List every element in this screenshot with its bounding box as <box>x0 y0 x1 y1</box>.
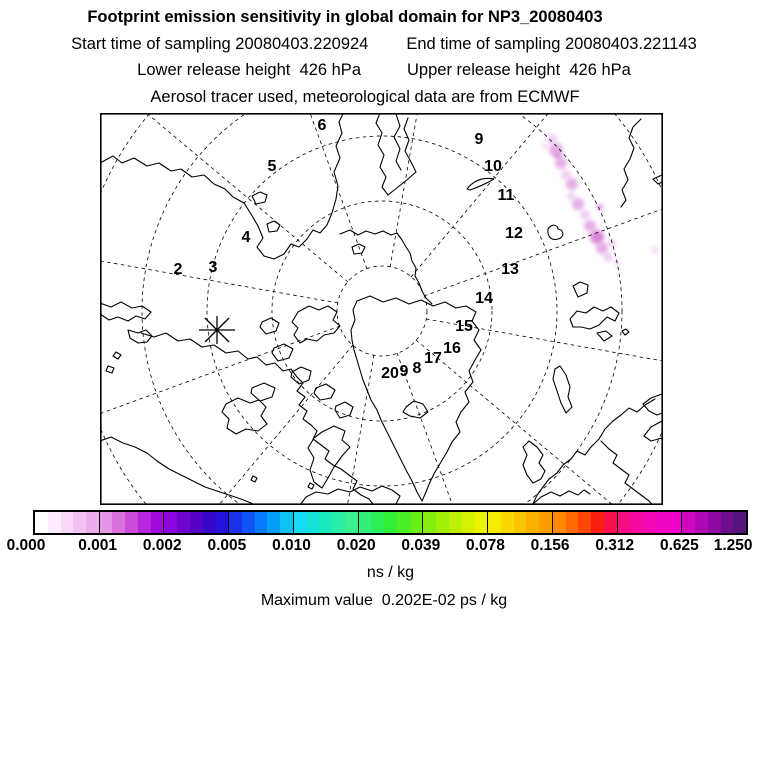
colorbar-cell <box>332 512 345 533</box>
colorbar-cell <box>255 512 268 533</box>
colorbar-cell <box>488 512 501 533</box>
colorbar-cell <box>73 512 86 533</box>
colorbar-cell <box>721 512 734 533</box>
trajectory-label: 11 <box>497 187 515 204</box>
colorbar-cell <box>566 512 579 533</box>
trajectory-label: 2 <box>173 261 183 278</box>
colorbar-cell <box>203 512 216 533</box>
arctic-map <box>100 113 663 505</box>
colorbar-tick-label: 0.156 <box>530 537 570 554</box>
arctic-map-svg <box>100 113 663 505</box>
sampling-time-line <box>0 34 768 54</box>
colorbar-cell <box>618 512 631 533</box>
colorbar-segment <box>553 512 618 533</box>
colorbar-segment <box>682 512 746 533</box>
colorbar-segment <box>359 512 424 533</box>
colorbar-cell <box>462 512 475 533</box>
colorbar-cell <box>604 512 617 533</box>
colorbar-cell <box>423 512 436 533</box>
colorbar-cell <box>578 512 591 533</box>
colorbar-segment <box>488 512 553 533</box>
colorbar-cell <box>682 512 695 533</box>
colorbar-segment <box>35 512 100 533</box>
colorbar-cell <box>307 512 320 533</box>
colorbar-cell <box>112 512 125 533</box>
colorbar-tick-label: 0.625 <box>659 537 699 554</box>
colorbar-cell <box>242 512 255 533</box>
colorbar-cell <box>630 512 643 533</box>
colorbar-cell <box>125 512 138 533</box>
colorbar-tick-label: 0.000 <box>6 537 46 554</box>
colorbar-cell <box>733 512 746 533</box>
trajectory-label: 9 <box>474 131 484 148</box>
trajectory-label: 16 <box>443 340 461 357</box>
colorbar-cell <box>669 512 682 533</box>
colorbar-cell <box>229 512 242 533</box>
colorbar-tick-label: 0.010 <box>272 537 311 554</box>
colorbar-cell <box>436 512 449 533</box>
colorbar-cell <box>48 512 61 533</box>
trajectory-label: 10 <box>484 158 502 175</box>
colorbar-cell <box>474 512 487 533</box>
colorbar-cell <box>539 512 552 533</box>
colorbar-cell <box>708 512 721 533</box>
colorbar-cell <box>345 512 358 533</box>
colorbar-segment <box>100 512 165 533</box>
colorbar-tick-label: 1.250 <box>713 537 753 554</box>
colorbar-cell <box>656 512 669 533</box>
colorbar-cell <box>397 512 410 533</box>
colorbar-segment <box>423 512 488 533</box>
trajectory-label: 13 <box>501 261 519 278</box>
colorbar-cell <box>526 512 539 533</box>
trajectory-label: 4 <box>241 229 251 246</box>
colorbar-cell <box>384 512 397 533</box>
trajectory-label: 3 <box>208 259 218 276</box>
colorbar-cell <box>177 512 190 533</box>
colorbar-segment <box>618 512 683 533</box>
start-time-text: Start time of sampling 20080403.220924 <box>71 35 369 53</box>
trajectory-label: 6 <box>317 117 327 134</box>
lower-release-text: Lower release height 426 hPa <box>137 61 361 79</box>
colorbar-segment <box>229 512 294 533</box>
colorbar-cell <box>643 512 656 533</box>
release-location-marker <box>199 316 235 344</box>
colorbar-cell <box>695 512 708 533</box>
colorbar-tick-label: 0.020 <box>336 537 376 554</box>
colorbar-segment <box>294 512 359 533</box>
colorbar-unit-label: ns / kg <box>366 564 415 581</box>
colorbar-segment <box>164 512 229 533</box>
end-time-text: End time of sampling 20080403.221143 <box>406 35 697 53</box>
colorbar-cell <box>164 512 177 533</box>
trajectory-label: 15 <box>455 318 473 335</box>
colorbar-ticks <box>6 537 753 555</box>
tracer-info-line: Aerosol tracer used, meteorological data are from ECMWF <box>150 88 580 106</box>
trajectory-label: 8 <box>412 360 422 377</box>
colorbar-tick-label: 0.002 <box>142 537 182 554</box>
colorbar-tick-label: 0.005 <box>207 537 247 554</box>
colorbar-cell <box>267 512 280 533</box>
colorbar-cell <box>100 512 113 533</box>
colorbar-cell <box>190 512 203 533</box>
colorbar-cell <box>138 512 151 533</box>
colorbar-cell <box>294 512 307 533</box>
colorbar-cell <box>35 512 48 533</box>
colorbar-tick-label: 0.312 <box>595 537 635 554</box>
colorbar-cell <box>501 512 514 533</box>
colorbar-cell <box>591 512 604 533</box>
colorbar-tick-label: 0.078 <box>466 537 505 554</box>
colorbar-cell <box>514 512 527 533</box>
colorbar-cell <box>319 512 332 533</box>
colorbar-tick-label: 0.001 <box>78 537 118 554</box>
trajectory-label: 12 <box>505 225 523 242</box>
colorbar-cell <box>151 512 164 533</box>
upper-release-text: Upper release height 426 hPa <box>407 61 631 79</box>
colorbar-cell <box>449 512 462 533</box>
colorbar-cell <box>410 512 423 533</box>
colorbar-cell <box>215 512 228 533</box>
trajectory-label: 5 <box>267 158 277 175</box>
colorbar-cell <box>86 512 99 533</box>
release-height-line <box>0 60 768 80</box>
trajectory-label: 9 <box>399 363 409 380</box>
colorbar-cell <box>280 512 293 533</box>
colorbar-cell <box>61 512 74 533</box>
trajectory-label: 17 <box>424 350 442 367</box>
colorbar-tick-label: 0.039 <box>401 537 441 554</box>
colorbar-cell <box>359 512 372 533</box>
colorbar-cell <box>371 512 384 533</box>
trajectory-label: 20 <box>381 365 399 382</box>
max-value-label: Maximum value 0.202E-02 ps / kg <box>260 592 508 609</box>
plot-title: Footprint emission sensitivity in global domain for NP3_20080403 <box>87 8 603 26</box>
trajectory-label: 14 <box>475 290 493 307</box>
colorbar-cell <box>553 512 566 533</box>
colorbar-bar <box>33 510 748 535</box>
